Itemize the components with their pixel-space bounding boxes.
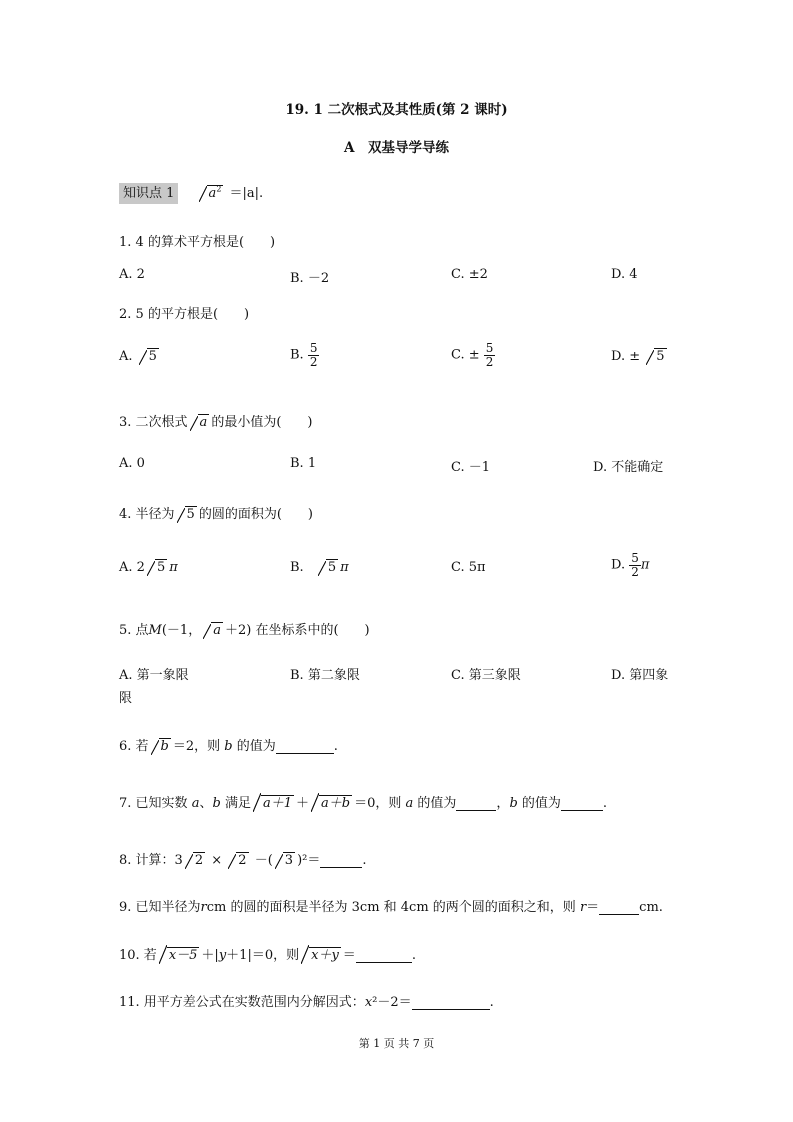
knowledge-point — [119, 182, 263, 201]
q5-option-a: A. 第一象限 — [119, 668, 189, 683]
q3-option-a: A. 0 — [119, 456, 145, 471]
q8-answer-blank[interactable] — [320, 854, 362, 868]
knowledge-formula: ＝|a|. — [229, 186, 264, 201]
q1-option-a: A. 2 — [119, 267, 145, 282]
page-title: 19. 1 二次根式及其性质(第 2 课时) — [285, 102, 508, 118]
question-7: 7. 已知实数 a、b 满足 a＋1 ＋ a＋b ＝0，则 a 的值为 ，b 的值为 . — [119, 792, 607, 811]
question-11: 11. 用平方差公式在实数范围内分解因式：x²－2＝ . — [119, 995, 494, 1010]
q5-option-d: D. 第四象 — [611, 668, 669, 683]
q5-option-c: C. 第三象限 — [451, 668, 521, 683]
q6-answer-blank[interactable] — [276, 740, 334, 754]
question-3-stem: 3. 二次根式 a 的最小值为( ) — [119, 415, 313, 430]
question-4-stem: 4. 半径为 5 的圆的面积为( ) — [119, 507, 313, 522]
sqrt-a-squared: $a^2$ — [199, 185, 224, 201]
q7-answer-a-blank[interactable] — [456, 797, 496, 811]
q5-option-b: B. 第二象限 — [290, 668, 360, 683]
q1-option-d: D. 4 — [611, 267, 638, 282]
q2-option-d: D. ± 5 — [611, 349, 665, 364]
question-9: 9. 已知半径为rcm 的圆的面积是半径为 3cm 和 4cm 的两个圆的面积之和，则 r＝ cm. — [119, 900, 663, 915]
q3-option-c: C. －1 — [451, 460, 491, 475]
q5-option-d-wrap: 限 — [119, 691, 133, 706]
q4-option-b: B. 5 π — [290, 560, 349, 575]
q2-option-a: A. 5 — [119, 349, 157, 364]
q7-answer-b-blank[interactable] — [561, 797, 603, 811]
q3-option-b: B. 1 — [290, 456, 317, 471]
page-footer: 第 1 页 共 7 页 — [358, 1037, 435, 1050]
question-6: 6. 若 b ＝2，则 b 的值为 . — [119, 739, 338, 754]
knowledge-point-label: 知识点 1 — [119, 183, 178, 204]
question-8: 8. 计算：3 2 × 2 －( 3 )²＝ . — [119, 853, 367, 868]
q2-option-b: B. $\frac{5}{2}$ — [290, 341, 318, 369]
q9-answer-blank[interactable] — [599, 901, 639, 915]
q2-option-c: C. ± $\frac{5}{2}$ — [451, 341, 494, 369]
q4-option-c: C. 5π — [451, 560, 486, 575]
q3-option-d: D. 不能确定 — [593, 460, 664, 475]
q4-option-a: A. 2 5 π — [119, 560, 178, 575]
q1-option-c: C. ±2 — [451, 267, 488, 282]
q1-option-b: B. －2 — [290, 271, 330, 286]
q4-option-d: D. $\frac{5}{2}$ π — [611, 551, 650, 579]
question-1-stem: 1. 4 的算术平方根是( ) — [119, 235, 276, 250]
question-5-stem: 5. 点M(－1， a ＋2) 在坐标系中的( ) — [119, 623, 370, 638]
q10-answer-blank[interactable] — [356, 949, 412, 963]
question-2-stem: 2. 5 的平方根是( ) — [119, 307, 250, 322]
question-10: 10. 若 x－5 ＋|y＋1|＝0，则 x＋y ＝ . — [119, 944, 416, 963]
section-subtitle: A 双基导学导练 — [344, 140, 449, 156]
q11-answer-blank[interactable] — [412, 996, 490, 1010]
